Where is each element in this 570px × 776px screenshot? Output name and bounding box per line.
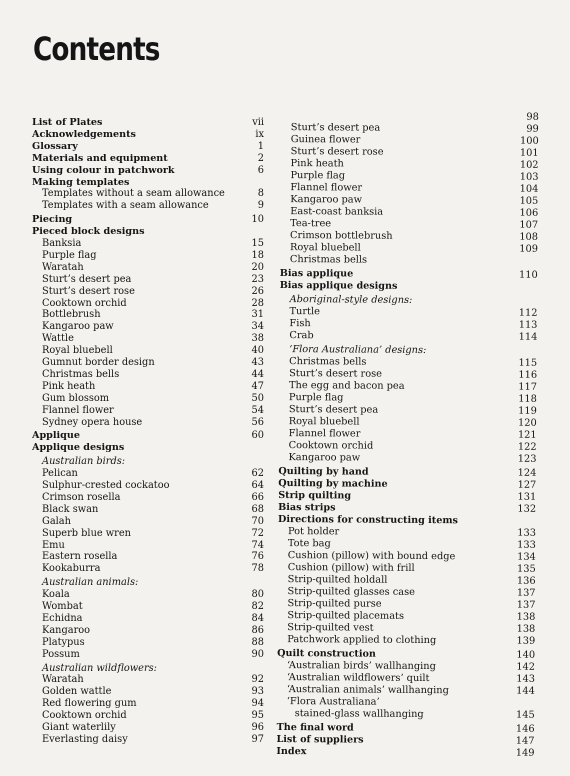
entry-label: Platypus xyxy=(42,636,85,648)
entry-label: Materials and equipment xyxy=(32,152,168,164)
entry-label: Bias strips xyxy=(278,501,336,514)
entry-label: Gum blossom xyxy=(42,392,110,404)
entry-page-number: 106 xyxy=(519,207,539,219)
entry-page-number: 127 xyxy=(517,479,537,491)
entry-label: The egg and bacon pea xyxy=(288,380,405,392)
entry-page-number: 38 xyxy=(251,333,264,345)
entry-label: Crimson rosella xyxy=(42,491,121,503)
entry-label: ‘Australian animals’ wallhanging xyxy=(286,684,449,697)
entry-label: Quilt construction xyxy=(277,647,376,660)
entry-label: Applique xyxy=(32,430,80,442)
entry-label: Red flowering gum xyxy=(42,698,137,710)
entry-label: Crab xyxy=(289,330,314,342)
entry-page-number: vii xyxy=(252,117,264,128)
entry-page-number: 99 xyxy=(526,123,539,135)
entry-label: List of Plates xyxy=(32,117,103,128)
entry-page-number: 123 xyxy=(517,453,537,465)
entry-page-number: 134 xyxy=(517,551,536,563)
entry-page-number: 86 xyxy=(251,624,264,636)
entry-label: Superb blue wren xyxy=(42,527,131,539)
entry-label: Wattle xyxy=(42,333,74,345)
entry-label: Emu xyxy=(42,539,65,551)
entry-label: Pink heath xyxy=(290,158,344,170)
entry-page-number: 76 xyxy=(251,551,264,563)
entry-page-number: 110 xyxy=(519,269,538,281)
entry-label: Applique designs xyxy=(32,442,125,454)
entry-page-number: 15 xyxy=(251,238,264,249)
entry-label: Patchwork applied to clothing xyxy=(287,634,437,647)
entry-page-number: 146 xyxy=(515,723,535,735)
entry-label: ‘Flora Australiana’ xyxy=(286,696,380,708)
entry-label: Wombat xyxy=(42,601,83,612)
entry-page-number: 131 xyxy=(517,491,537,503)
entry-page-number: 84 xyxy=(251,612,264,624)
entry-label: Pink heath xyxy=(42,380,96,392)
entry-label: Sturt’s desert pea xyxy=(288,404,379,416)
entry-page-number: 9 xyxy=(257,200,264,212)
page-title: Contents xyxy=(33,30,160,68)
entry-page-number: 113 xyxy=(518,319,538,331)
entry-label: Royal bluebell xyxy=(288,416,360,428)
entry-page-number: 144 xyxy=(516,685,535,697)
entry-page-number: 147 xyxy=(515,735,535,747)
entry-label: stained-glass wallhanging xyxy=(294,708,424,721)
entry-label: Piecing xyxy=(32,214,73,226)
entry-label: Turtle xyxy=(289,306,320,318)
entry-label: Strip quilting xyxy=(278,489,352,502)
entry-page-number: 104 xyxy=(519,183,539,195)
entry-page-number: 82 xyxy=(251,601,264,612)
entry-label: Guinea flower xyxy=(290,134,361,146)
entry-page-number: 137 xyxy=(516,599,536,611)
entry-label: Cushion (pillow) with frill xyxy=(287,562,415,574)
entry-label: ‘Australian wildflowers’ quilt xyxy=(286,672,430,685)
entry-page-number: 103 xyxy=(519,171,539,183)
entry-page-number: 143 xyxy=(516,673,536,685)
entry-page-number: 119 xyxy=(518,405,537,417)
entry-label: The final word xyxy=(276,721,354,734)
entry-page-number: 117 xyxy=(518,381,538,393)
entry-page-number: 133 xyxy=(517,539,536,551)
entry-label: Eastern rosella xyxy=(42,551,118,563)
entry-label: Christmas bells xyxy=(289,254,368,266)
entry-label: Waratah xyxy=(42,261,84,273)
entry-page-number: 142 xyxy=(516,661,536,673)
entry-label: Waratah xyxy=(42,674,84,686)
entry-label: Quilting by hand xyxy=(278,465,369,478)
entry-label: Purple flag xyxy=(290,170,346,182)
entry-page-number: 90 xyxy=(251,648,264,660)
entry-page-number: 6 xyxy=(257,164,264,176)
entry-page-number: 1 xyxy=(257,140,264,152)
entry-label: East-coast banksia xyxy=(290,206,384,218)
entry-page-number: 72 xyxy=(251,527,264,539)
entry-page-number: 74 xyxy=(251,539,264,551)
entry-label: Index xyxy=(276,745,307,758)
entry-page-number: 139 xyxy=(516,635,536,647)
entry-label: ‘Flora Australiana’ designs: xyxy=(289,344,427,357)
entry-label: Kangaroo paw xyxy=(288,452,361,464)
entry-page-number: 18 xyxy=(251,249,264,261)
entry-label: Royal bluebell xyxy=(42,345,113,357)
entry-page-number: 105 xyxy=(519,195,539,207)
contents-entry xyxy=(280,254,538,268)
entry-page-number: 149 xyxy=(515,747,535,759)
entry-label: Echidna xyxy=(42,612,83,624)
entry-label: Flannel flower xyxy=(290,182,363,194)
entry-label: Bias applique designs xyxy=(279,280,398,292)
entry-page-number: 70 xyxy=(251,515,264,527)
entry-page-number: 31 xyxy=(251,309,264,321)
entry-label: Golden wattle xyxy=(42,686,112,698)
entry-label: Tote bag xyxy=(287,538,331,550)
entry-page-number: 120 xyxy=(518,417,537,429)
entry-page-number: 80 xyxy=(251,589,264,601)
entry-page-number: 109 xyxy=(519,243,539,255)
contents-entry xyxy=(279,330,537,344)
entry-page-number: 50 xyxy=(251,392,264,404)
entry-page-number: 137 xyxy=(516,587,536,599)
entry-page-number: 116 xyxy=(518,369,538,381)
entry-label: Strip-quilted holdall xyxy=(287,574,388,586)
entry-page-number: 97 xyxy=(251,733,264,745)
entry-label: Sturt’s desert pea xyxy=(42,273,132,285)
contents-entry xyxy=(276,746,534,760)
entry-page-number: 101 xyxy=(519,147,539,159)
entry-label: ‘Australian birds’ wallhanging xyxy=(287,660,436,673)
entry-page-number: 10 xyxy=(251,214,264,226)
entry-label: Bottlebrush xyxy=(42,309,101,321)
entry-page-number: 64 xyxy=(251,480,264,491)
entry-label: Pot holder xyxy=(287,526,340,538)
entry-page-number: 66 xyxy=(251,491,264,503)
entry-page-number: 93 xyxy=(251,686,264,698)
entry-label: Koala xyxy=(42,589,70,601)
entry-label: Australian birds: xyxy=(42,456,126,468)
entry-page-number: 54 xyxy=(251,404,264,416)
entry-page-number: 124 xyxy=(517,467,537,479)
entry-page-number: 112 xyxy=(518,307,538,319)
contents-entry xyxy=(278,452,536,466)
entry-page-number: 88 xyxy=(251,636,264,648)
entry-page-number: 8 xyxy=(257,188,264,200)
entry-page-number: 107 xyxy=(519,219,539,231)
contents-entry xyxy=(280,280,538,294)
entry-page-number: 95 xyxy=(251,710,264,722)
entry-label: Directions for constructing items xyxy=(278,513,458,527)
entry-page-number: 96 xyxy=(251,722,264,733)
entry-page-number: 98 xyxy=(526,111,539,123)
entry-page-number: 102 xyxy=(519,159,539,171)
entry-label: Sydney opera house xyxy=(42,416,143,428)
entry-label: Making templates xyxy=(32,176,130,188)
entry-label: Sturt’s desert rose xyxy=(42,285,135,297)
entry-label: Australian animals: xyxy=(42,577,139,589)
entry-label: Flannel flower xyxy=(42,404,114,416)
entry-page-number: 138 xyxy=(516,611,536,623)
entry-page-number: 40 xyxy=(251,345,264,357)
entry-label: Flannel flower xyxy=(288,428,361,440)
entry-label: Cooktown orchid xyxy=(42,297,127,309)
entry-page-number: 100 xyxy=(519,135,539,147)
entry-page-number: 44 xyxy=(251,368,264,380)
entry-label: Kookaburra xyxy=(42,563,101,575)
entry-label: Templates with a seam allowance xyxy=(42,200,209,212)
entry-label: Purple flag xyxy=(42,249,97,261)
entry-page-number: 138 xyxy=(516,623,536,635)
entry-label: Pieced block designs xyxy=(32,226,145,238)
entry-label: Sturt’s desert rose xyxy=(289,368,383,380)
entry-page-number: 145 xyxy=(515,709,535,721)
entry-page-number: 133 xyxy=(517,527,537,539)
entry-label: Strip-quilted placemats xyxy=(287,610,405,622)
entry-label: Glossary xyxy=(32,140,78,152)
entry-label: Strip-quilted vest xyxy=(287,622,374,634)
entry-page-number: 56 xyxy=(251,416,264,428)
entry-page-number: 115 xyxy=(518,357,538,369)
entry-page-number: 94 xyxy=(251,698,264,710)
entry-label: Black swan xyxy=(42,503,99,515)
entry-page-number: 28 xyxy=(251,297,264,309)
entry-label: Banksia xyxy=(42,238,82,249)
entry-page-number: 132 xyxy=(517,503,537,515)
entry-label: Tea-tree xyxy=(290,218,332,230)
entry-page-number: 140 xyxy=(516,649,536,661)
entry-label: Everlasting daisy xyxy=(42,733,128,745)
entry-page-number: 121 xyxy=(517,429,537,441)
entry-page-number: 108 xyxy=(519,231,539,243)
entry-label: Galah xyxy=(42,515,71,527)
entry-label: Sulphur-crested cockatoo xyxy=(42,480,170,491)
entry-label: Australian wildflowers: xyxy=(42,662,157,674)
entry-label: Possum xyxy=(42,648,80,660)
entry-label: Sturt’s desert pea xyxy=(290,122,381,134)
entry-label: Templates without a seam allowance xyxy=(42,188,225,200)
contents-entry xyxy=(277,634,535,648)
entry-page-number: 62 xyxy=(251,468,264,480)
entry-page-number: 60 xyxy=(251,430,264,442)
entry-page-number: 47 xyxy=(251,380,264,392)
entry-label: Strip-quilted purse xyxy=(287,598,382,610)
entry-label: Kangaroo paw xyxy=(42,321,114,333)
entry-page-number: 122 xyxy=(517,441,537,453)
entry-page-number: 78 xyxy=(251,563,264,575)
entry-label: Cooktown orchid xyxy=(42,710,127,722)
entry-label: Quilting by machine xyxy=(278,477,388,490)
contents-entry xyxy=(277,708,535,722)
entry-label: Pelican xyxy=(42,468,78,480)
entry-label: Fish xyxy=(289,318,311,330)
entry-page-number: 68 xyxy=(251,503,264,515)
entry-label: Strip-quilted glasses case xyxy=(287,586,416,598)
entry-label: Sturt’s desert rose xyxy=(290,146,384,158)
entry-label: Gumnut border design xyxy=(42,357,155,368)
entry-page-number: 23 xyxy=(251,273,264,285)
entry-label: Crimson bottlebrush xyxy=(290,230,393,242)
entry-label: Cushion (pillow) with bound edge xyxy=(287,550,456,563)
entry-label: Giant waterlily xyxy=(42,722,116,733)
entry-label: Kangaroo paw xyxy=(290,194,363,206)
entry-page-number: ix xyxy=(255,128,264,140)
entry-label: Acknowledgements xyxy=(32,128,136,140)
entry-page-number: 26 xyxy=(251,285,264,297)
entry-page-number: 43 xyxy=(251,357,264,368)
entry-page-number: 118 xyxy=(518,393,537,405)
entry-page-number: 2 xyxy=(257,152,264,164)
entry-label: Christmas bells xyxy=(289,356,367,368)
entry-label: Kangaroo xyxy=(42,624,91,636)
entry-label: Purple flag xyxy=(288,392,344,404)
entry-page-number: 34 xyxy=(251,321,264,333)
entry-label: Bias applique xyxy=(279,268,354,280)
entry-label: List of suppliers xyxy=(276,733,364,746)
entry-label: Christmas bells xyxy=(42,368,120,380)
entry-page-number: 92 xyxy=(251,674,264,686)
entry-page-number: 20 xyxy=(251,261,264,273)
entry-page-number: 136 xyxy=(516,575,536,587)
entry-label: Using colour in patchwork xyxy=(32,164,175,176)
entry-label: Royal bluebell xyxy=(289,242,361,254)
entry-page-number: 135 xyxy=(516,563,536,575)
entry-label: Aboriginal-style designs: xyxy=(289,294,413,306)
entry-label: Cooktown orchid xyxy=(288,440,374,452)
entry-page-number: 114 xyxy=(518,331,538,343)
